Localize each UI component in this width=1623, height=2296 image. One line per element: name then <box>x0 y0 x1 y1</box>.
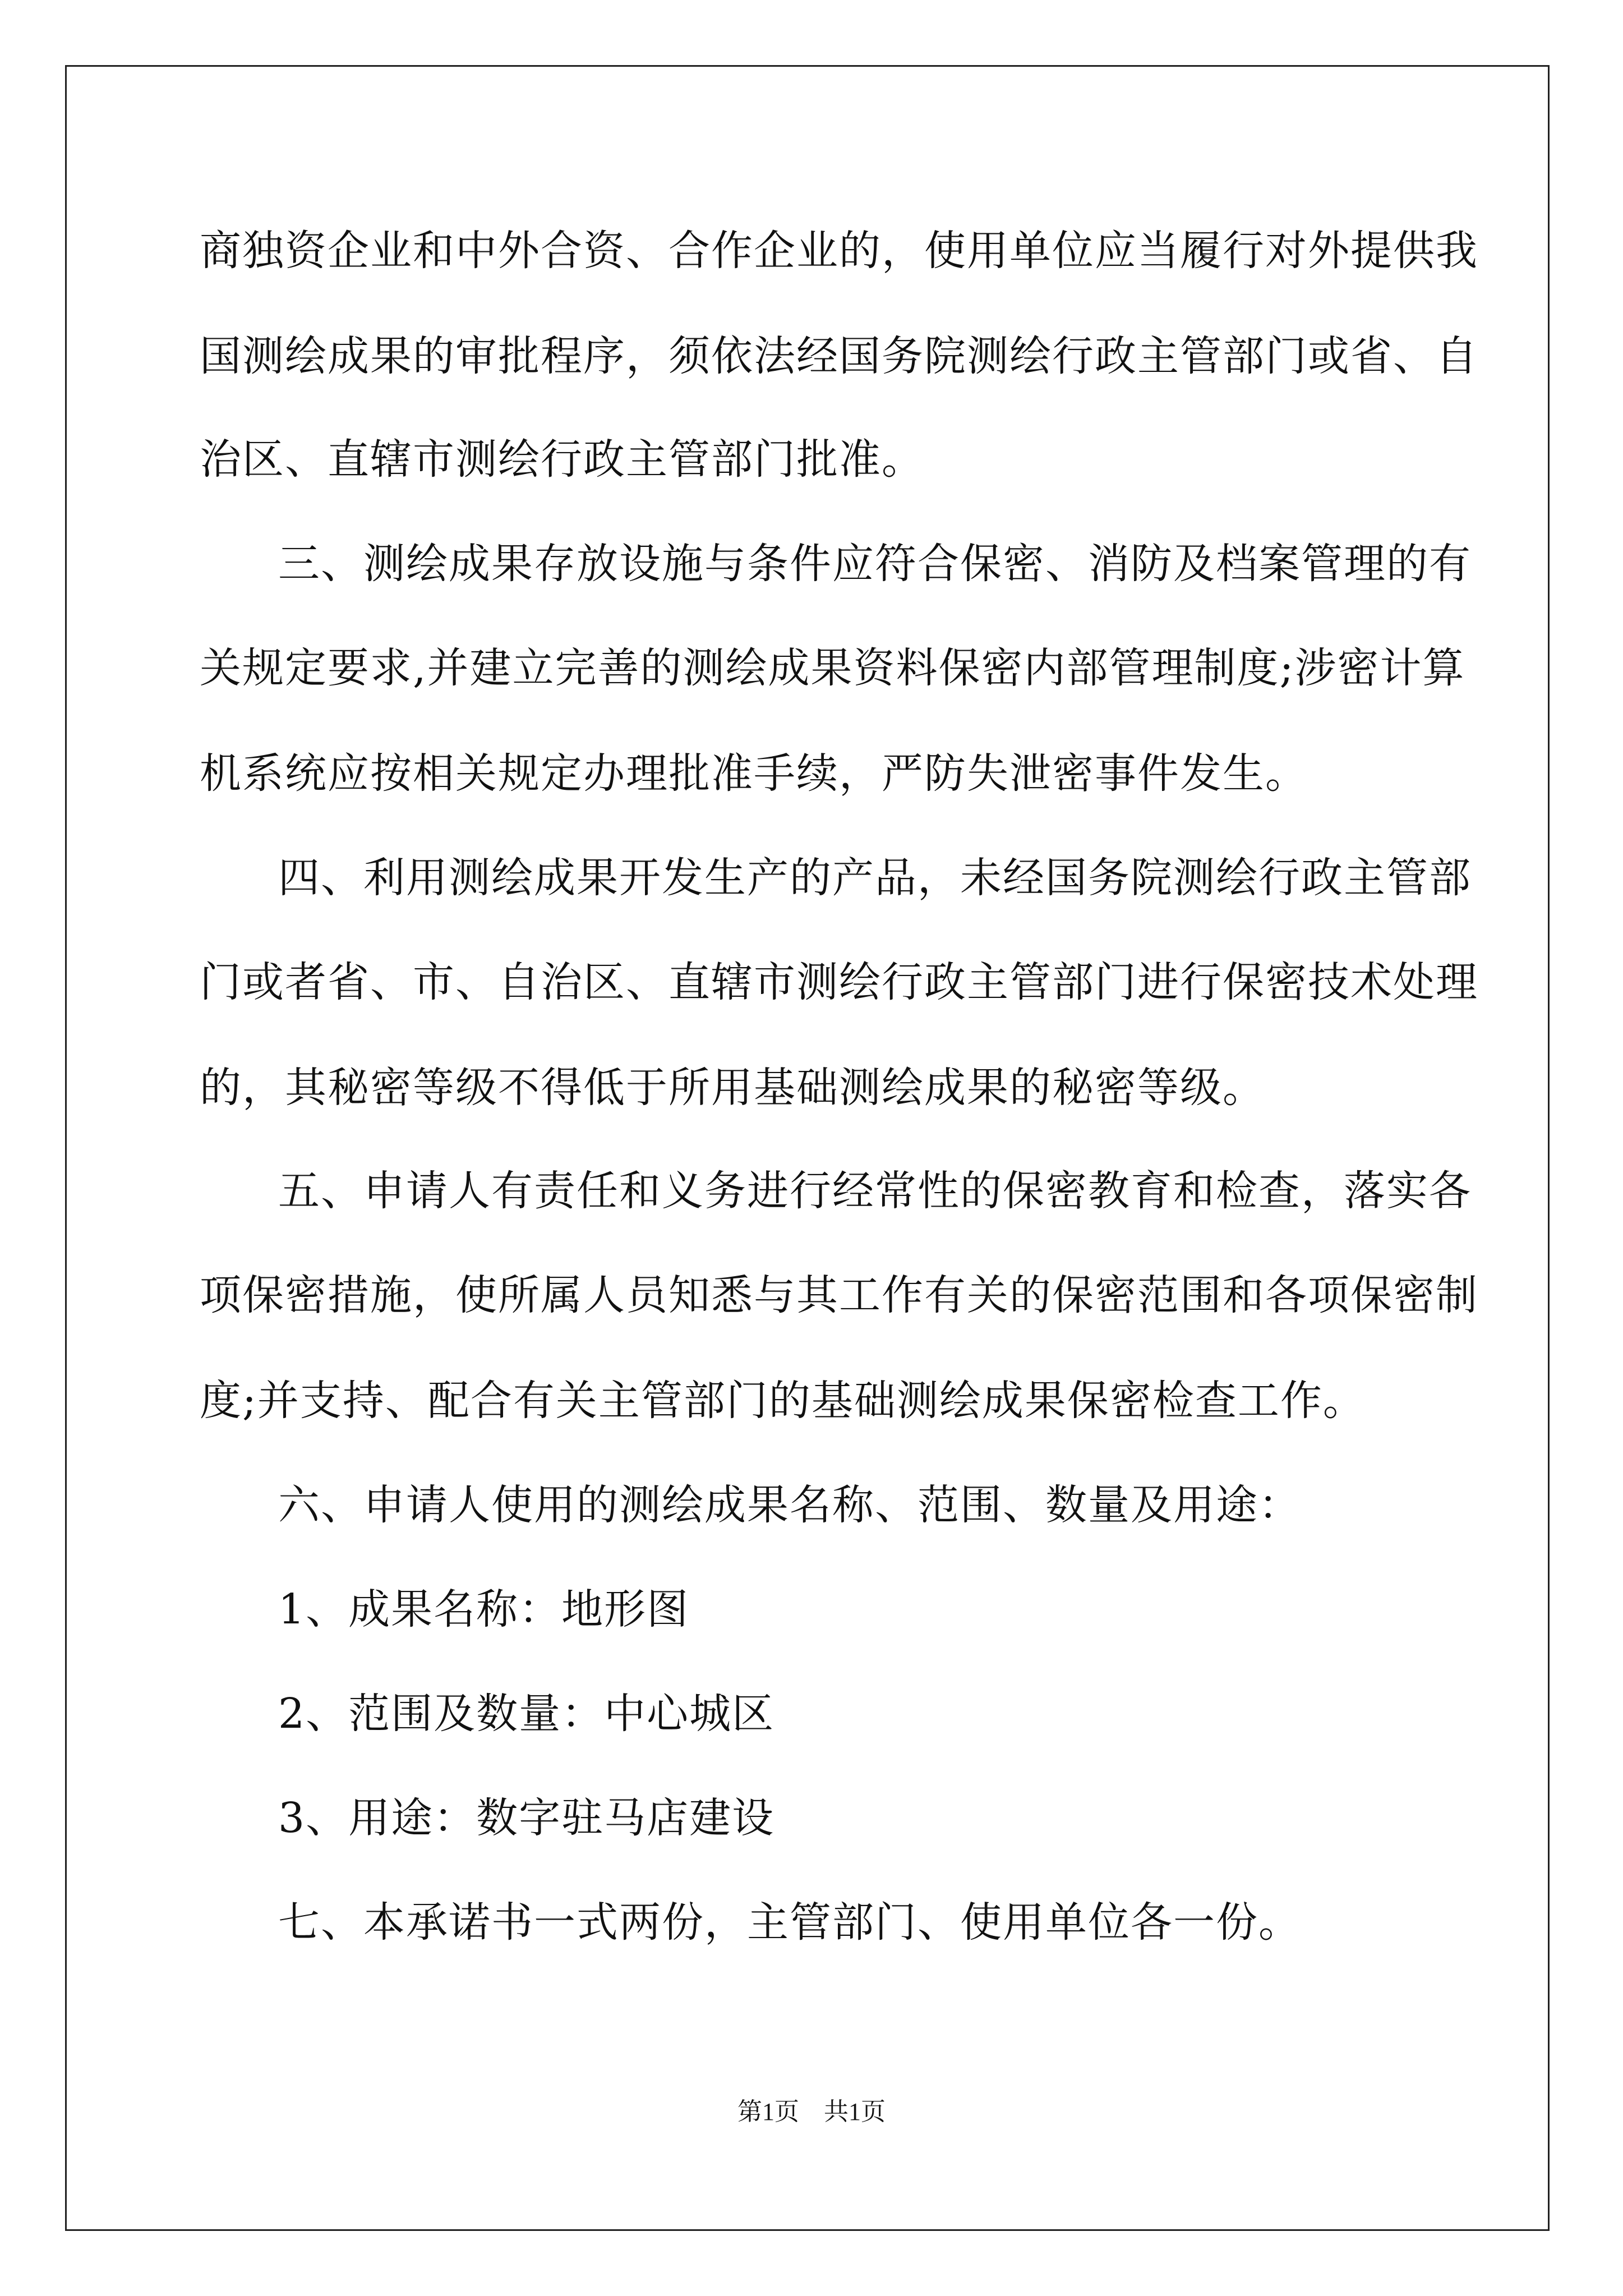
list-item: 2、范围及数量：中心城区 <box>278 1690 775 1738</box>
paragraph-line: 七、本承诺书一式两份，主管部门、使用单位各一份。 <box>278 1898 1301 1947</box>
list-item: 3、用途：数字驻马店建设 <box>278 1794 775 1842</box>
paragraph-line: 门或者省、市、自治区、直辖市测绘行政主管部门进行保密技术处理 <box>200 958 1478 1006</box>
paragraph-line: 项保密措施，使所属人员知悉与其工作有关的保密范围和各项保密制 <box>200 1271 1478 1319</box>
paragraph-line: 治区、直辖市测绘行政主管部门批准。 <box>200 435 924 484</box>
paragraph-line: 的，其秘密等级不得低于所用基础测绘成果的秘密等级。 <box>200 1064 1265 1112</box>
paragraph-line: 度;并支持、配合有关主管部门的基础测绘成果保密检查工作。 <box>200 1377 1366 1425</box>
list-item: 1、成果名称：地形图 <box>278 1585 690 1634</box>
paragraph-line: 三、测绘成果存放设施与条件应符合保密、消防及档案管理的有 <box>278 540 1472 588</box>
paragraph-line: 商独资企业和中外合资、合作企业的，使用单位应当履行对外提供我 <box>200 227 1478 275</box>
paragraph-line: 国测绘成果的审批程序，须依法经国务院测绘行政主管部门或省、自 <box>200 332 1478 380</box>
page-footer: 第1页 共1页 <box>737 2098 886 2125</box>
paragraph-line: 五、申请人有责任和义务进行经常性的保密教育和检查，落实各 <box>278 1167 1472 1215</box>
paragraph-line: 六、申请人使用的测绘成果名称、范围、数量及用途： <box>278 1481 1301 1529</box>
paragraph-line: 关规定要求,并建立完善的测绘成果资料保密内部管理制度;涉密计算 <box>200 644 1465 692</box>
paragraph-line: 机系统应按相关规定办理批准手续，严防失泄密事件发生。 <box>200 749 1308 798</box>
paragraph-line: 四、利用测绘成果开发生产的产品，未经国务院测绘行政主管部 <box>278 854 1472 902</box>
